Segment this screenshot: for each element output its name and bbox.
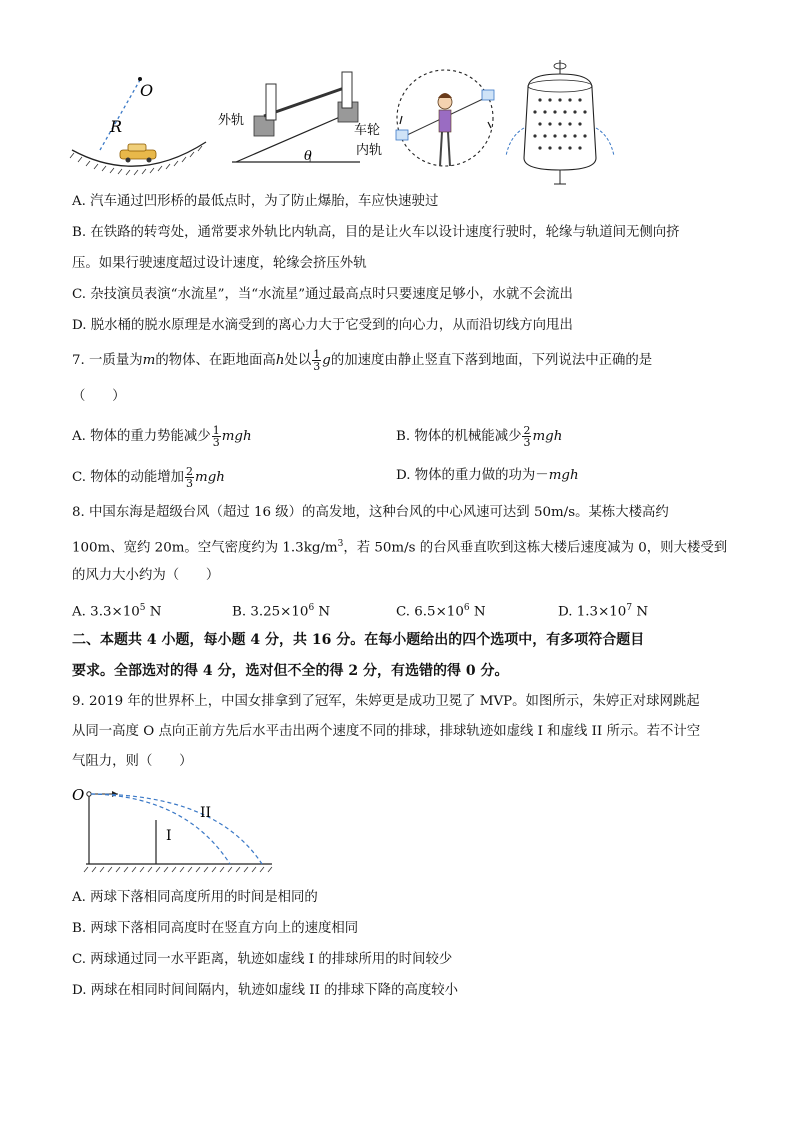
figure-row [60, 58, 620, 188]
fig2-label-outer-rail: 外轨 [218, 113, 245, 128]
q8-stem-line2: 100m、宽约 20m。空气密度约为 $1.3kg/m^3$，若 50m/s 的台风垂直吹到这栋大楼后速度减为 0，则大楼受到 [72, 539, 728, 556]
concave-bridge-figure [70, 77, 206, 175]
q9-option-b: B. 两球下落相同高度时在竖直方向上的速度相同 [72, 921, 359, 936]
volleyball-trajectory-figure [66, 780, 286, 876]
water-meteor-figure [396, 70, 494, 166]
q6-option-b-line2: 压。如果行驶速度超过设计速度，轮缘会挤压外轨 [72, 256, 367, 271]
q6-option-d: D. 脱水桶的脱水原理是水滴受到的离心力大于它受到的向心力，从而沿切线方向甩出 [72, 318, 573, 333]
q8-stem-line3: 的风力大小约为（ ） [72, 568, 220, 583]
fig9-label-i: I [166, 828, 172, 844]
fig1-label-o: O [140, 81, 154, 100]
section-2-heading-line1: 二、本题共 4 小题，每小题 4 分，共 16 分。在每小题给出的四个选项中，有多项符合题目 [72, 632, 645, 648]
fig2-label-inner-rail: 内轨 [356, 143, 383, 158]
fig2-label-wheel: 车轮 [354, 123, 381, 138]
fig1-label-r: R [110, 117, 123, 136]
q7-option-a: A. 物体的重力势能减少 $\frac{1}{3}$ mgh [72, 424, 252, 449]
q8-option-b: B. $3.25\times 10^6$ N [232, 603, 331, 620]
q9-stem-line3: 气阻力，则（ ） [72, 754, 193, 769]
q8-option-d: D. $1.3\times 10^7$ N [558, 603, 649, 620]
q9-option-d: D. 两球在相同时间间隔内，轨迹如虚线 II 的排球下降的高度较小 [72, 983, 459, 998]
q7-stem: 7. 一质量为m的物体、在距地面高h处以 $\frac{1}{3}$ g的加速度由静止竖直下落到地面，下列说法中正确的是 [72, 348, 653, 373]
q8-option-a: A. $3.3\times 10^5$ N [72, 603, 162, 620]
q8-option-c: C. $6.5\times 10^6$ N [396, 603, 486, 620]
section-2-heading-line2: 要求。全部选对的得 4 分，选对但不全的得 2 分，有选错的得 0 分。 [72, 663, 509, 679]
fig2-label-theta: θ [304, 149, 312, 164]
q9-option-a: A. 两球下落相同高度所用的时间是相同的 [72, 890, 318, 905]
fraction: $\frac{1}{3}$ [313, 348, 321, 373]
q9-stem-line2: 从同一高度 O 点向正前方先后水平击出两个速度不同的排球，排球轨迹如虚线 I 和虚线 II 所示。若不计空 [72, 724, 701, 739]
q6-option-a: A. 汽车通过凹形桥的最低点时，为了防止爆胎，车应快速驶过 [72, 194, 439, 209]
q8-stem-line1: 8. 中国东海是超级台风（超过 16 级）的高发地，这种台风的中心风速可达到 50m/s。某栋大楼高约 [72, 505, 669, 520]
q7-option-d: D. 物体的重力做的功为－mgh [396, 468, 579, 483]
fig9-label-ii: II [200, 805, 212, 821]
fig9-label-o: O [72, 786, 85, 804]
q7-answer-paren: （ ） [72, 389, 126, 404]
car-icon [120, 144, 156, 163]
spin-dryer-figure [506, 60, 614, 184]
railway-bank-figure [218, 72, 382, 164]
q6-option-b-line1: B. 在铁路的转弯处，通常要求外轨比内轨高，目的是让火车以设计速度行驶时，轮缘与轨道间无侧向挤 [72, 225, 680, 240]
q6-option-c: C. 杂技演员表演“水流星”，当“水流星”通过最高点时只要速度足够小，水就不会流出 [72, 287, 573, 302]
q7-option-b: B. 物体的机械能减少 $\frac{2}{3}$ mgh [396, 424, 563, 449]
q9-stem-line1: 9. 2019 年的世界杯上，中国女排拿到了冠军，朱婷更是成功卫冕了 MVP。如图所示，朱婷正对球网跳起 [72, 694, 700, 709]
q9-option-c: C. 两球通过同一水平距离，轨迹如虚线 I 的排球所用的时间较少 [72, 952, 453, 967]
q7-option-c: C. 物体的动能增加 $\frac{2}{3}$ mgh [72, 465, 225, 490]
